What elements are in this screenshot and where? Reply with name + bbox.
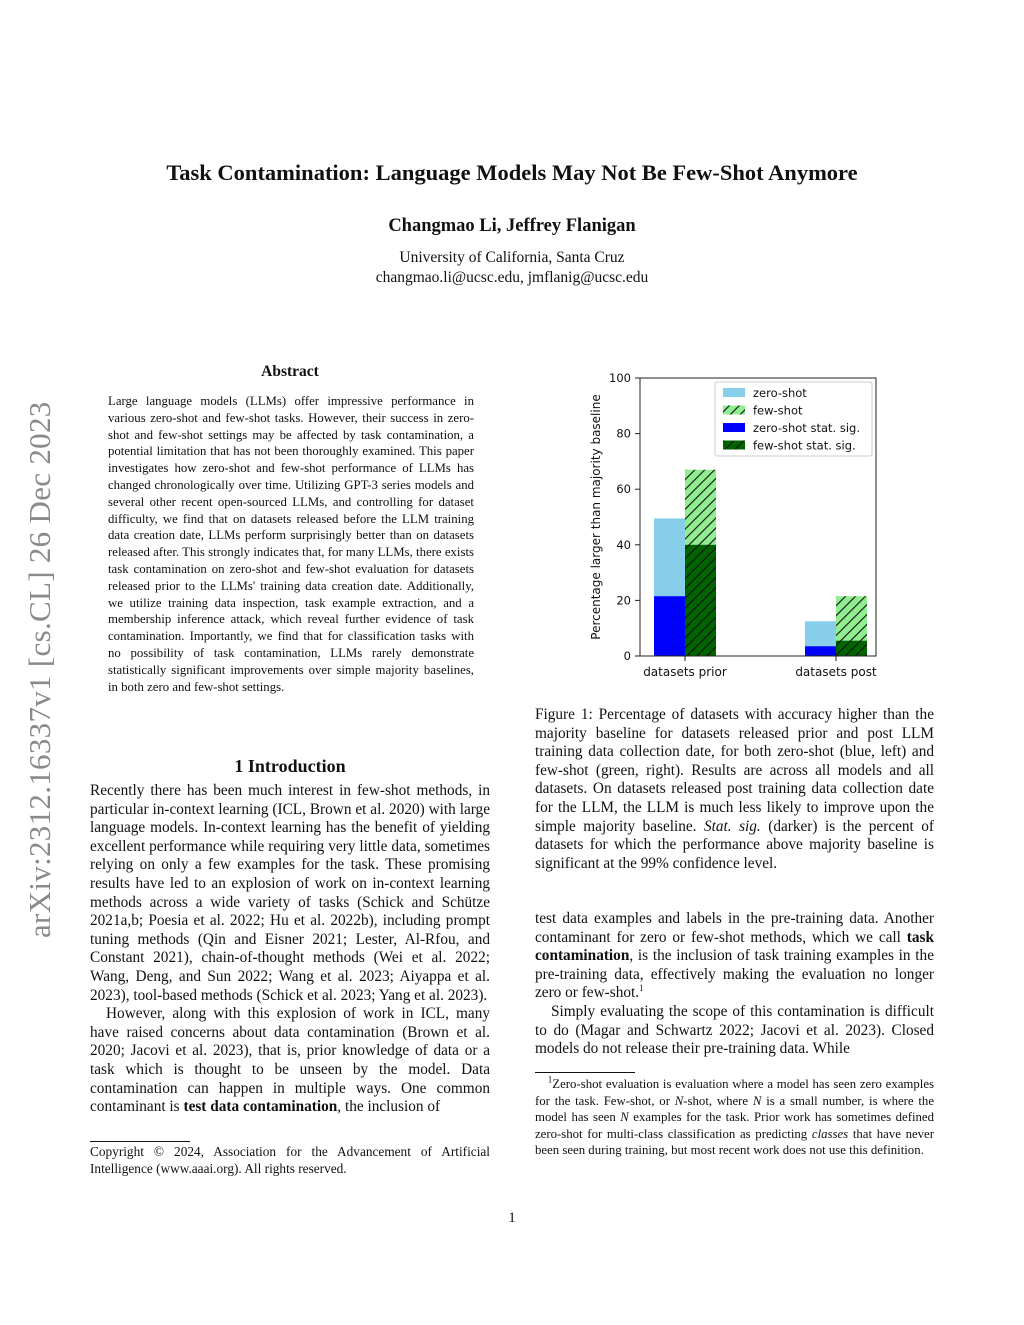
legend-label: few-shot xyxy=(753,403,803,418)
legend-swatch xyxy=(723,406,745,415)
fn-text-4: examples for the task. Prior work has sometimes defined zero-shot for multi-class classification as predicting xyxy=(535,1110,934,1141)
section-heading-introduction: 1 Introduction xyxy=(234,756,346,776)
copyright-rule xyxy=(90,1141,190,1142)
bar-zero-shot-stat-sig-1 xyxy=(805,646,836,656)
legend-label: zero-shot stat. sig. xyxy=(753,421,860,435)
fn-n-1: N xyxy=(674,1093,684,1108)
intro-p2-tail: , the inclusion of xyxy=(337,1098,441,1116)
x-tick-label: datasets post xyxy=(795,665,877,679)
x-axis-ticks xyxy=(643,656,877,679)
fn-text-2: -shot, where xyxy=(683,1093,753,1108)
footnote-mark: 1 xyxy=(547,1074,553,1085)
fn-text-5: that have never been seen during training, but most recent work does not use this definition. xyxy=(535,1126,934,1157)
right-p1-tail: , is the inclusion of task training examples in the pre-training data, effectively making the evaluation no longer zero or few-shot. xyxy=(535,947,934,1002)
footnote-ref: 1 xyxy=(639,983,644,994)
legend-swatch xyxy=(723,441,745,450)
intro-p2-bold: test data contamination xyxy=(183,1098,338,1116)
caption-tail: (darker) is the percent of datasets for which the performance above majority baseline is significant at the 99% confidence level. xyxy=(535,817,935,872)
bar-few-shot-stat-sig-1 xyxy=(836,641,867,656)
bars-group xyxy=(654,470,867,656)
legend xyxy=(715,382,872,456)
arxiv-watermark: arXiv:2312.16337v1 [cs.CL] 26 Dec 2023 xyxy=(22,401,57,938)
caption-italic: Stat. sig. xyxy=(703,817,761,835)
right-paragraph-2: Simply evaluating the scope of this contamination is difficult to do (Magar and Schwartz 2022; Jacovi et al. 2023). Closed models do not release their pre-training data. While xyxy=(535,1002,934,1058)
emails: changmao.li@ucsc.edu, jmflanig@ucsc.edu xyxy=(375,269,649,286)
copyright-notice: Copyright © 2024, Association for the Advancement of Artificial Intelligence (www.aaai.org). All rights reserved. xyxy=(90,1144,490,1176)
y-axis-label: Percentage larger than majority baseline xyxy=(589,394,603,640)
y-tick-label: 40 xyxy=(616,537,631,552)
bar-zero-shot-stat-sig-0 xyxy=(654,596,685,656)
figure-1-chart xyxy=(588,368,888,686)
legend-label: zero-shot xyxy=(753,386,807,400)
y-tick-label: 20 xyxy=(616,593,631,608)
paper-title: Task Contamination: Language Models May Not Be Few-Shot Anymore xyxy=(166,160,858,185)
bar-few-shot-stat-sig-0 xyxy=(685,545,716,656)
x-tick-label: datasets prior xyxy=(643,665,727,679)
right-paragraph-1 xyxy=(535,910,934,1003)
intro-p2-text: However, along with this explosion of work in ICL, many have raised concerns about data contamination (Brown et al. 2020; Jacovi et al. 2023), that is, prior knowledge of data or a task which is thought to be unseen by the model. Data contamination can happen in multiple ways. One common contaminant is xyxy=(90,1005,490,1116)
right-p1-bold: task contamination xyxy=(535,928,934,965)
caption-text: Figure 1: Percentage of datasets with accuracy higher than the majority baseline for datasets released prior and post LLM training data collection date, for both zero-shot (blue, left) and few-shot (green, right). Results are across all models and all datasets. On datasets released post training data collection date for the LLM, the LLM is much less likely to improve upon the simple majority baseline. xyxy=(535,706,934,835)
fn-n-3: N xyxy=(620,1110,629,1124)
intro-paragraph-1: Recently there has been much interest in few-shot methods, in particular in-context learning (ICL, Brown et al. 2020) with large language models. In-context learning has the benefit of yielding excellent performance while requiring very little data, sometimes relying on only a few examples for the task. These promising results have led to an explosion of work on in-context learning methods across a wide variety of tasks (Schick and Schütze 2021a,b; Poesia et al. 2022; Hu et al. 2022b), including prompt tuning methods (Qin and Eisner 2021; Lester, Al-Rfou, and Constant 2021), chain-of-thought methods (Wei et al. 2022; Wang, Deng, and Sun 2022; Wang et al. 2023; Aiyappa et al. 2023), tool-based methods (Schick et al. 2023; Yang et al. 2023). xyxy=(90,782,490,1004)
figure-1-caption xyxy=(535,706,934,873)
legend-swatch xyxy=(723,388,745,397)
affiliation-block xyxy=(0,248,1024,288)
footnote-1 xyxy=(535,1076,934,1159)
fn-text-1: Zero-shot evaluation is evaluation where a model has seen zero examples for the task. Few-shot, or xyxy=(535,1077,934,1108)
intro-paragraph-2 xyxy=(90,1005,490,1117)
legend-swatch xyxy=(723,423,745,432)
affiliation: University of California, Santa Cruz xyxy=(399,249,625,266)
abstract-heading: Abstract xyxy=(261,363,319,380)
legend-label: few-shot stat. sig. xyxy=(753,438,856,453)
footnote-rule xyxy=(535,1072,635,1073)
page-number: 1 xyxy=(508,1210,516,1226)
fn-italic: classes xyxy=(811,1126,849,1141)
abstract-text: Large language models (LLMs) offer impressive performance in various zero-shot and few-shot tasks. However, their success in zero-shot and few-shot settings may be affected by task contamination, a potential limitation that has not been thoroughly examined. This paper investigates how zero-shot and few-shot performance of LLMs has changed chronologically over time. Utilizing GPT-3 series models and several other recent open-sourced LLMs, and controlling for dataset difficulty, we find that on datasets released before the LLM training data creation date, LLMs perform surprisingly better than on datasets released after. This strongly indicates that, for many LLMs, there exists task contamination on zero-shot and few-shot evaluation for datasets released prior to the LLMs' training data creation date. Additionally, we utilize training data inspection, task example extraction, and a membership inference attack, which reveal further evidence of task contamination. Importantly, we find that for classification tasks with no possibility of task contamination, LLMs rarely demonstrate statistically significant improvements over simple majority baselines, in both zero and few-shot settings. xyxy=(108,394,474,694)
fn-text-3: is a small number, is where the model has seen xyxy=(535,1093,935,1124)
fn-n-2: N xyxy=(752,1093,762,1108)
y-tick-label: 60 xyxy=(616,482,631,497)
right-column-body xyxy=(535,910,934,1059)
y-tick-label: 0 xyxy=(623,649,631,663)
right-p1-text: test data examples and labels in the pre-training data. Another contaminant for zero or few-shot methods, which we call xyxy=(535,910,934,946)
y-axis-ticks xyxy=(609,371,640,663)
y-tick-label: 80 xyxy=(616,426,631,441)
introduction-body xyxy=(90,782,490,1117)
authors: Changmao Li, Jeffrey Flanigan xyxy=(388,216,636,236)
y-tick-label: 100 xyxy=(609,371,631,385)
